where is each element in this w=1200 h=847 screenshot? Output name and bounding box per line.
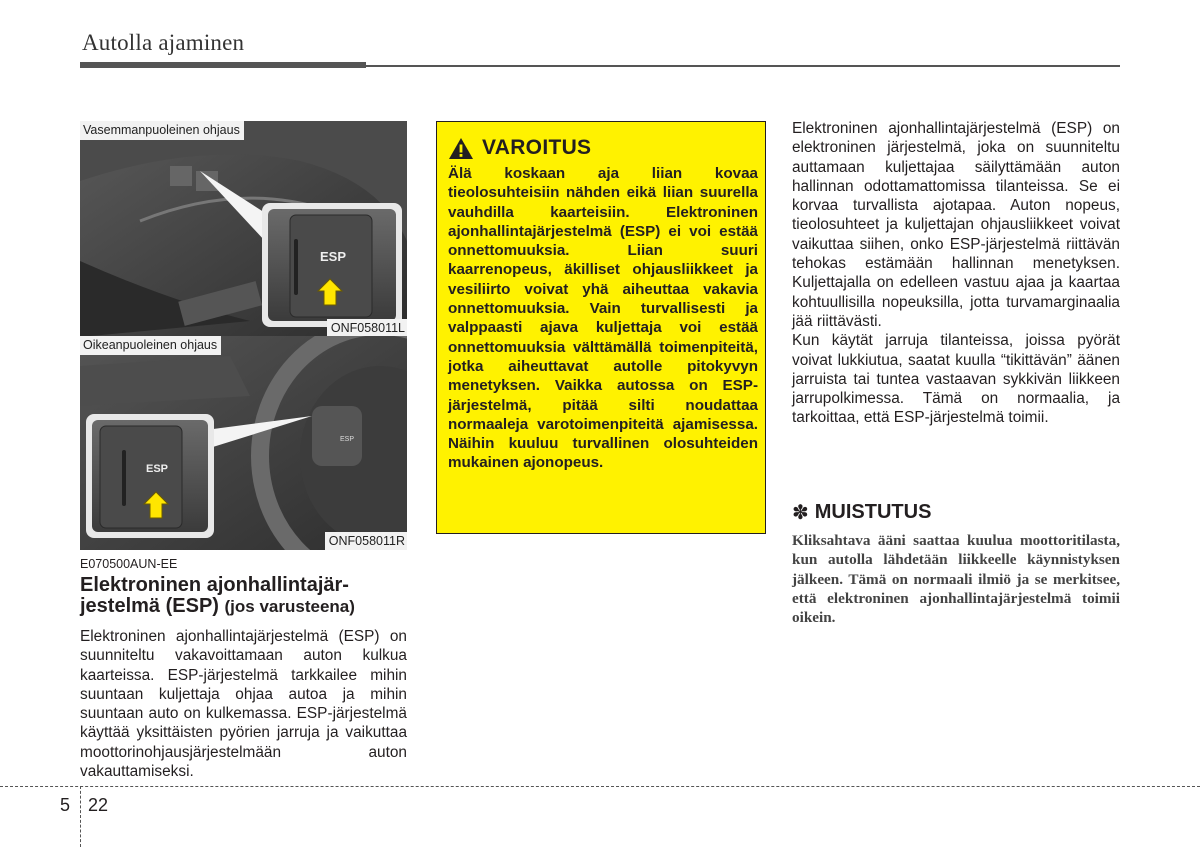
footer-dashed-line — [0, 786, 1200, 787]
note-symbol-icon: ✽ — [792, 502, 809, 524]
figure-top-caption: Vasemmanpuoleinen ohjaus — [80, 121, 244, 140]
figure-bottom-caption: Oikeanpuoleinen ohjaus — [80, 336, 221, 355]
section-title-line1: Elektroninen ajonhallintajär- — [80, 574, 349, 596]
header-title: Autolla ajaminen — [82, 30, 245, 55]
esp-button-label-rhd: ESP — [146, 463, 169, 475]
note-text: Kliksahtava ääni saattaa kuulua moottoritilasta, kun autolla lähdetään liikkeelle käynnistyksen jälkeen. Tämä on normaali ilmiö ja se merkitsee, että elektroninen ajonhallintajärjestelmä toimii oikein. — [792, 532, 1120, 627]
right-column-body — [792, 119, 1120, 428]
note-header — [792, 500, 931, 525]
warning-triangle-icon — [448, 137, 474, 160]
warning-header — [448, 135, 591, 161]
header-rule-thin — [366, 65, 1120, 67]
right-paragraph-1: Elektroninen ajonhallintajärjestelmä (ESP) on elektroninen järjestelmä, joka on suunniteltu auttamaan kuljettajaa säilyttämään auton hallinnan odottamattomissa tilanteissa. Se ei korvaa turvallista ajotapaa. Auton nopeus, tieolosuhteet ja kuljettajan ohjausliikkeet voivat vaikuttaa siihen, onko ESP-järjestelmä riittävän tehokas estämään hallinnan menetyksen. Kuljettajalla on edelleen vastuu ajaa ja kaartaa kohtuullisilla nopeuksilla, jotta turvamarginaalia jää riittävästi. — [792, 120, 1120, 330]
esp-button-label: ESP — [320, 249, 347, 264]
section-title-suffix: (jos varusteena) — [224, 597, 355, 616]
note-title: MUISTUTUS — [814, 501, 932, 523]
figure-left-hand-drive — [80, 121, 407, 337]
footer-vertical-line — [80, 786, 81, 847]
dashboard-illustration-top — [80, 121, 407, 337]
figure-right-hand-drive — [80, 336, 407, 550]
esp-small-label: ESP — [340, 436, 355, 443]
warning-title: VAROITUS — [482, 136, 592, 159]
header-rule-thick — [80, 62, 366, 68]
section-title-line2: jestelmä (ESP) — [80, 595, 219, 617]
section-code: E070500AUN-EE — [80, 557, 178, 571]
dashboard-illustration-bottom — [80, 336, 407, 550]
page-number: 22 — [88, 795, 109, 815]
chapter-number: 5 — [60, 795, 71, 815]
section-body: Elektroninen ajonhallintajärjestelmä (ESP) on suunniteltu vakavoittamaan auton kulkua kaarteissa. ESP-järjestelmä tarkkailee mihin suuntaan kuljettaja ohjaa autoa ja mihin suuntaan auto on kulkemassa. ESP-järjestelmä käyttää yksittäisten pyörien jarruja ja vaikuttaa moottorinohjausjärjestelmään auton vakauttamiseksi. — [80, 628, 407, 781]
warning-text: Älä koskaan aja liian kovaa tieolosuhteisiin nähden eikä liian suurella vauhdilla kaarteisiin. Elektroninen ajonhallintajärjestelmä (ESP) ei voi estää onnettomuuksia. Liian suuri kaarrenopeus, äkilliset ohjausliikkeet ja vesiliirto voivat yhä aiheuttaa vakavia onnettomuuksia. Vain turvallisesti ja valppaasti ajava kuljettaja voi estää onnettomuuksia välttämällä toimenpiteitä, jotka aiheuttavat autolle pitokyvyn menetyksen. Vaikka autossa on ESP-järjestelmä, pitää silti noudattaa normaaleja varotoimenpiteitä ajamisessa. Näihin kuuluu turvallinen olosuhteiden mukainen ajonopeus. — [448, 165, 758, 472]
figure-bottom-code: ONF058011R — [325, 532, 407, 550]
section-title — [80, 575, 410, 617]
figure-top-code: ONF058011L — [327, 319, 407, 337]
right-paragraph-2: Kun käytät jarruja tilanteissa, joissa pyörät voivat lukkiutua, saatat kuulla “tikittävän” äänen jarruista tai tuntea vastaavan sykkivän liikkeen jarrupolkimessa. Tämä on normaalia, ja tarkoittaa, että ESP-järjestelmä toimii. — [792, 332, 1120, 427]
warning-box — [436, 121, 766, 534]
